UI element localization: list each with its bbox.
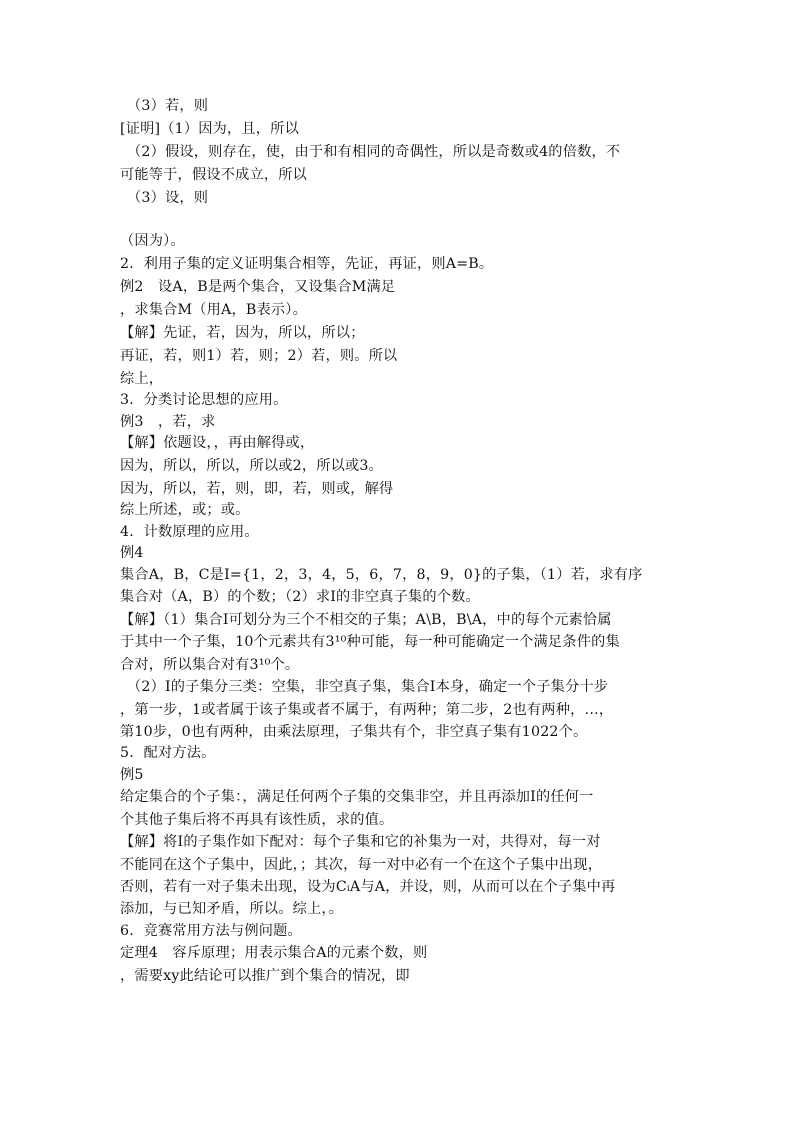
text-line: ，第一步，1或者属于该子集或者不属于，有两种；第二步，2也有两种，…， — [120, 702, 614, 718]
text-line: 综上， — [120, 371, 164, 387]
text-line: 否则，若有一对子集未出现，设为CᵢA与A，并设，则，从而可以在个子集中再 — [120, 879, 616, 895]
text-line: 第10步，0也有两种，由乘法原理，子集共有个，非空真子集有1022个。 — [120, 724, 588, 740]
text-line: 个其他子集后将不再具有该性质，求的值。 — [120, 812, 394, 828]
text-line: 合对，所以集合对有3¹⁰个。 — [120, 657, 300, 673]
example-label: 例3 ，若，求 — [120, 414, 216, 430]
example-label: 例2 设A，B是两个集合，又设集合M满足 — [120, 279, 396, 295]
solution-line: 【解】依题设，，再由解得或， — [120, 435, 315, 451]
text-line: 综上所述，或；或。 — [120, 502, 250, 518]
text-line: 再证，若，则1）若，则；2）若，则。所以 — [120, 348, 398, 364]
text-line: 添加，与已知矛盾，所以。综上，。 — [120, 901, 344, 917]
text-line: 因为，所以，所以，所以或2，所以或3。 — [120, 458, 384, 474]
text-line: 因为，所以，若，则，即，若，则或，解得 — [120, 481, 394, 497]
solution-line: 【解】将I的子集作如下配对：每个子集和它的补集为一对，共得对，每一对 — [120, 834, 601, 850]
text-line: （2）假设，则存在，使，由于和有相同的奇偶性，所以是奇数或4的倍数，不 — [127, 144, 621, 160]
text-line: ，需要xy此结论可以推广到个集合的情况，即 — [120, 968, 410, 984]
text-line: [证明]（1）因为，且，所以 — [120, 121, 299, 137]
theorem-line: 定理4 容斥原理；用表示集合A的元素个数，则 — [120, 945, 428, 961]
text-line: （3）若，则 — [127, 98, 209, 114]
text-line: （3）设，则 — [127, 190, 209, 206]
text-line: 于其中一个子集，10个元素共有3¹⁰种可能，每一种可能确定一个满足条件的集 — [120, 634, 620, 650]
section-heading: 2．利用子集的定义证明集合相等，先证，再证，则A=B。 — [120, 256, 494, 272]
text-line: （因为）。 — [120, 233, 185, 249]
text-line: ，求集合M（用A，B表示）。 — [120, 302, 307, 318]
text-line: 可能等于，假设不成立，所以 — [120, 167, 308, 183]
section-heading: 5．配对方法。 — [120, 745, 216, 761]
section-heading: 3．分类讨论思想的应用。 — [120, 392, 288, 408]
section-heading: 6．竞赛常用方法与例问题。 — [120, 923, 302, 939]
example-label: 例5 — [120, 767, 144, 783]
example-label: 例4 — [120, 545, 144, 561]
section-heading: 4．计数原理的应用。 — [120, 524, 259, 540]
text-line: 集合对（A，B）的个数；（2）求I的非空真子集的个数。 — [120, 589, 480, 605]
solution-line: 【解】（1）集合I可划分为三个不相交的子集；A\B，B\A，中的每个元素恰属 — [120, 612, 612, 628]
text-line: 给定集合的个子集：，满足任何两个子集的交集非空，并且再添加I的任何一 — [120, 789, 594, 805]
solution-line: 【解】先证，若，因为，所以，所以； — [120, 325, 365, 341]
text-line: 不能同在这个子集中，因此，；其次，每一对中必有一个在这个子集中出现， — [120, 857, 603, 873]
text-line: 集合A，B，C是I={1，2，3，4，5，6，7，8，9，0}的子集，（1）若，求有序 — [120, 567, 643, 583]
text-line: （2）I的子集分三类：空集，非空真子集，集合I本身，确定一个子集分十步 — [127, 679, 609, 695]
